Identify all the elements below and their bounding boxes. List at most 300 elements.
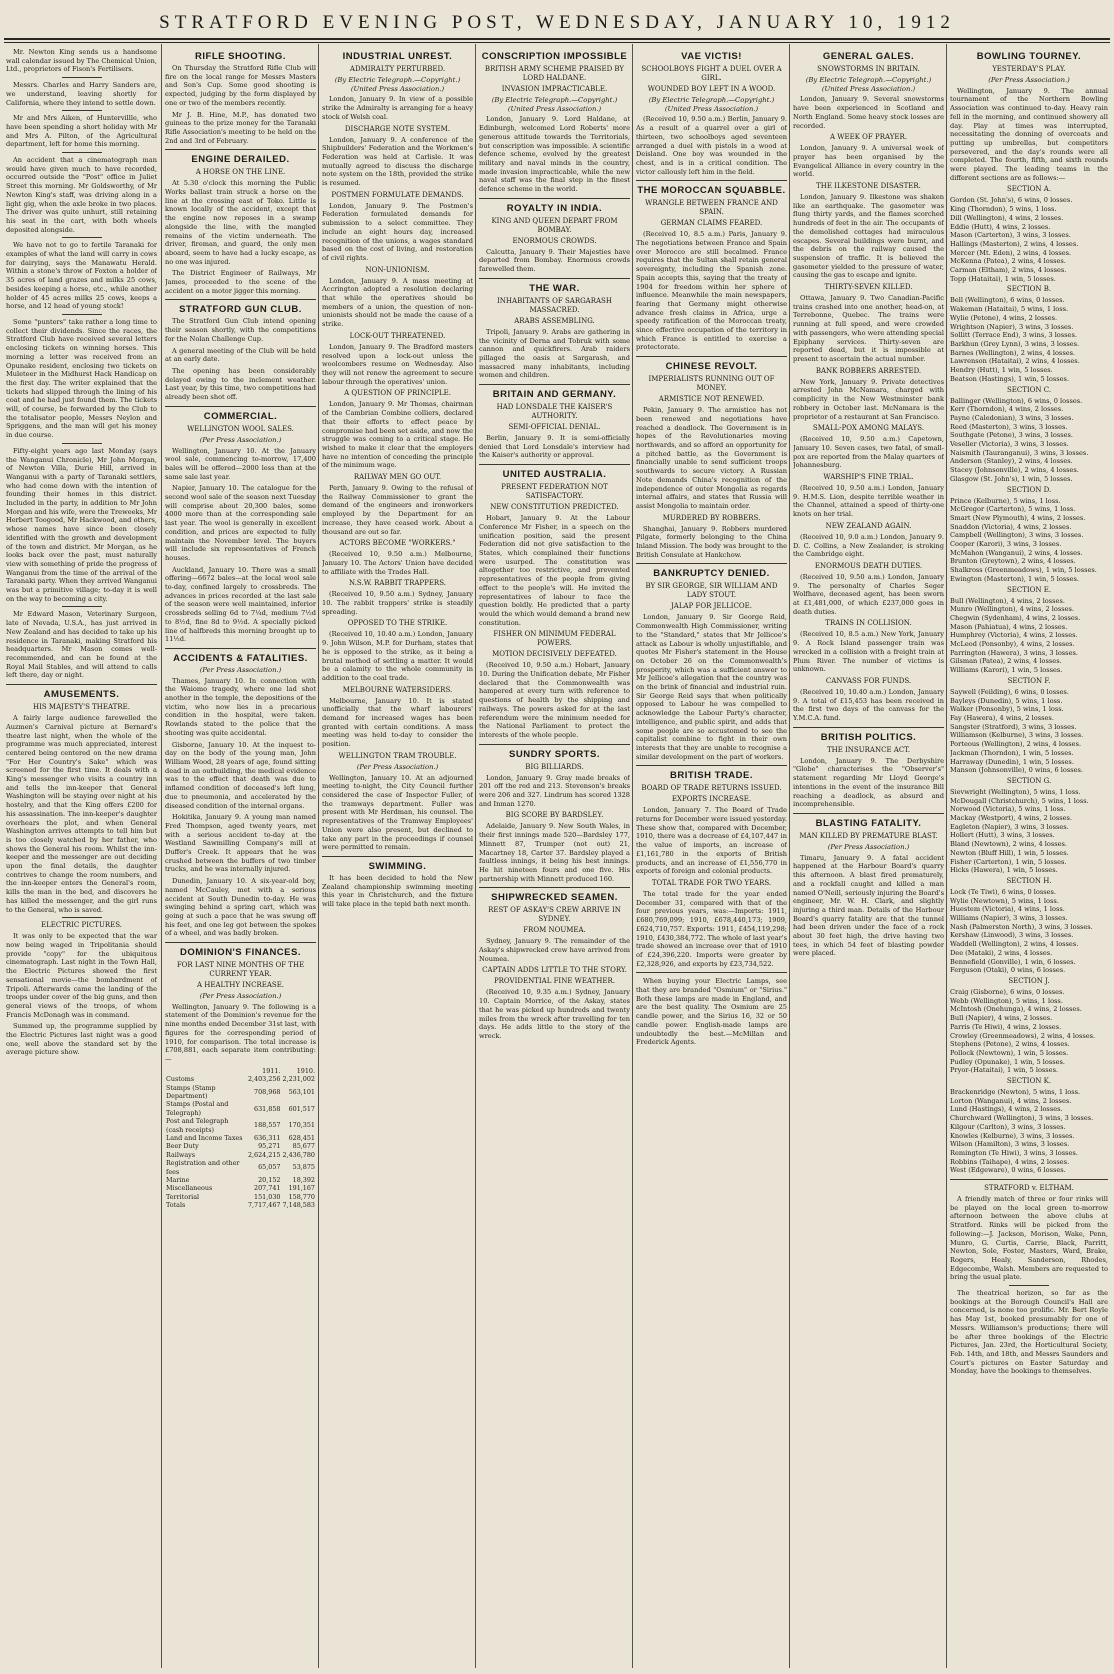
- paragraph: At 5.30 o'clock this morning the Public Works ballast train struck a horse on the line at the crossing east of Toko. Little is known locally of the accident, except that the engine now reposes in a swamp alongside the line, with the mangled remains of the victim underneath. The driver, fireman, and guard, the only men aboard, seem to have had a lucky escape, as no one was injured.: [165, 179, 316, 266]
- paragraph: London, January 9. The Derbyshire "Globe" characterises the "Observer's" statement regarding Mr Lloyd George's intentions in the event of the insurance Bill reaching a deadlock, as absurd and incomprehensible.: [793, 756, 944, 809]
- divider: [479, 198, 630, 199]
- list-item: Shalkross (Greenmeadows), 1 win, 5 losses.: [950, 566, 1097, 575]
- list-item: Robbins (Taihape), 4 wins, 2 losses.: [950, 1157, 1070, 1166]
- paragraph: Hobart, January 9. At the Labour Conference Mr Fisher, in a speech on the unification position, said the present Federation did not give satisfaction to the States, which complained their functions were usurped. The constitution was altogether too restrictive, and prevented representatives of the people from giving effect to the people's will. He invited the representatives of labour to face the question boldly. He predicted that a party would the which would demand a brand new constitution.: [479, 514, 630, 627]
- list-item: Knowles (Kelburne), 3 wins, 3 losses.: [950, 1131, 1075, 1140]
- list-item: Bull (Napier), 4 wins, 2 losses.: [950, 1014, 1053, 1023]
- list-item: Craig (Gisborne), 6 wins, 0 losses.: [950, 987, 1065, 996]
- table-cell: Stamps (Stamp Department): [166, 1083, 216, 1100]
- subheading: WRANGLE BETWEEN FRANCE AND SPAIN.: [645, 199, 778, 217]
- list-item: Hicks (Hawera), 1 win, 5 losses.: [950, 866, 1058, 875]
- section-heading: DOMINION'S FINANCES.: [180, 947, 301, 959]
- table-cell: 191,167: [288, 1184, 315, 1193]
- paragraph: Ottawa, January 9. Two Canadian-Pacific trains crashed into one another, head-on, at Terrebonne, Quebec. The trains were running at full speed, and were crowded with passengers, who were attending special Epiphany services. Thirty-seven are reported dead, but it is impossible at present to ascertain the actual number.: [793, 294, 944, 363]
- divider: [636, 972, 787, 973]
- paragraph: Summed up, the programme supplied by the Electric Pictures last night was a good one, well above the standard set by the average picture show.: [6, 1022, 157, 1057]
- source-line: (Per Press Association.): [356, 762, 439, 771]
- subheading: NON-UNIONISM.: [365, 265, 430, 274]
- list-item: Reed (Masterton), 3 wins, 3 losses.: [950, 422, 1068, 431]
- table-cell: Post and Telegraph (cash receipts): [166, 1117, 229, 1134]
- list-item: Ewington (Masterton), 1 win, 5 losses.: [950, 574, 1079, 583]
- source-line: (Per Press Association.): [988, 76, 1070, 84]
- table-cell: Marine: [166, 1175, 190, 1184]
- divider: [636, 356, 787, 357]
- paragraph: It has been decided to hold the New Zealand championship swimming meeting this year in Christchurch, and the fixture will take place in the tepid bath next month.: [322, 873, 473, 909]
- table-cell: Totals: [166, 1201, 186, 1210]
- table-cell: 2,231,002: [282, 1075, 315, 1084]
- column-6: [793, 48, 944, 1668]
- divider: [62, 110, 102, 111]
- section-heading: BRITAIN AND GERMANY.: [492, 389, 617, 401]
- list-item: Manson (Johnsonville), 0 wins, 6 losses.: [950, 766, 1084, 775]
- list-item: Topp (Hataitai), 1 win, 5 losses.: [950, 274, 1056, 283]
- section-heading: SHIPWRECKED SEAMEN.: [491, 892, 618, 904]
- paragraph: A fairly large audience farewelled the Auzmen's Carnival picture at Bernard's theatre last night, when the whole of the programme was much appreciated, interest centered being centered on the new drama "For Her Country's Sake" which was screened for the first time. It deals with a King's messenger who visits a country inn and tells the inn-keeper that General Washington will be staying over night at his hostelry, and that the King offers £200 for his assassination. The inn-keeper's daughter overhears the plot, and when General Washington arrives attempts to tell him but is too closely watched by her father, who shows the General his room. Whilst the inn-keeper and the messenger are out deciding upon the final details, the daughter contrives to change the room numbers, and the inn-keeper enters the General's room, kills the man in the bed, and discovers he has killed the messenger, and the girl runs to the General, who is saved.: [6, 714, 157, 914]
- paragraph: Gisborne, January 10. At the inquest to-day on the body of the young man, John William Wood, 28 years of age, found sitting dead in an outbuilding, the medical evidence was to the effect that death was due to inflamed condition of deceased's left lung, due to pneumonia, and accelerated by the diseased condition of the internal organs.: [165, 740, 316, 810]
- table-cell: 2,436,780: [282, 1150, 315, 1159]
- bowling-results: [950, 185, 1108, 1175]
- paragraph: Dunedin, January 10. A six-year-old boy, named McCauley, met with a serious accident at South Dunedin to-day. He was swinging behind a spring cart, which was going at such a pace that he was swung off his feet, and one leg got between the spokes of a wheel, and was badly broken.: [165, 877, 316, 938]
- paragraph: Shanghai, January 9. Robbers murdered Pilgate, formerly belonging to the China Inland Mission. The body was brought to the British Consulate at Hankchow.: [636, 524, 787, 559]
- list-item: Payne (Caledonian), 3 wins, 3 losses.: [950, 413, 1074, 422]
- table-row: [165, 1176, 316, 1184]
- list-item: Gordon (St. John's), 6 wins, 0 losses.: [950, 196, 1073, 205]
- subheading: IMPERIALISTS RUNNING OUT OF MONEY.: [648, 375, 775, 393]
- table-cell: 2,403,256: [247, 1075, 281, 1084]
- list-item: Barnes (Wellington), 2 wins, 4 losses.: [950, 348, 1076, 357]
- list-item: Mercer (Mt. Eden), 2 wins, 4 losses.: [950, 248, 1072, 257]
- column-divider: [161, 44, 162, 1668]
- table-cell: Beer Duty: [166, 1142, 199, 1151]
- subheading: BRITISH ARMY SCHEME PRAISED BY LORD HALDANE.: [484, 65, 625, 82]
- paragraph: London, January 9. Mr Thomas, chairman of the Cambrian Combine colliers, declared that their efforts to effect peace by compromise had been set aside, and now the struggle was coming to a critical stage. He wished to make it clear that the employers have no intention of conceding the principle of the minimum wage.: [322, 400, 473, 470]
- paragraph: London, January 9. In view of a possible strike the Admiralty is arranging for a heavy stock of Welsh coal.: [322, 95, 473, 121]
- divider: [62, 237, 102, 238]
- table-cell: 18,392: [292, 1175, 315, 1184]
- subheading: A HORSE ON THE LINE.: [195, 168, 286, 177]
- subheading: ACTORS BECOME "WORKERS.": [339, 539, 456, 548]
- subheading: THE ILKESTONE DISASTER.: [816, 182, 921, 191]
- list-item: Lund (Hastings), 4 wins, 2 losses.: [950, 1105, 1063, 1114]
- table-cell: 170,351: [288, 1121, 315, 1130]
- column-divider: [318, 44, 319, 1668]
- table-cell: 158,770: [288, 1192, 315, 1201]
- divider: [1009, 1285, 1049, 1286]
- section-label: SECTION H.: [1006, 876, 1052, 885]
- list-item: Bell (Wellington), 6 wins, 0 losses.: [950, 296, 1065, 305]
- subheading: FOR LAST NINE MONTHS OF THE CURRENT YEAR.: [176, 961, 305, 979]
- list-item: Parrington (Hawera), 3 wins, 3 losses.: [950, 648, 1078, 657]
- paragraph: Napier, January 10. The catalogue for the second wool sale of the season next Tuesday will comprise about 20,300 bales, some 4000 more than at the corresponding sale last year. The wool is generally in excellent condition, and prices are expected to fully maintain the November level. The buyers will include six representatives of French houses.: [165, 484, 316, 562]
- paragraph: Fifty-eight years ago last Monday (says the Wanganui Chronicle), Mr John Morgan, of Newton Villa, Durie Hill, arrived in Wanganui with a party of Taranaki settlers, who had come down with the intention of founding their homes in this district. Included in the party, in addition to Mr John Morgan and his wife, were the Treweeks, Mr Herbert Toogood, Mr Hackwood, and others, whose names have since been closely identified with the growth and development of the town and district. Mr Morgan, as he looks back over the past, must naturally view with something of pride the progress of Wanganui from the time of the arrival of the Taranaki party. When they arrived Wanganui was but a primitive village; to-day it is well on the way to becoming a city.: [6, 446, 157, 603]
- section-heading: BRITISH TRADE.: [670, 770, 753, 782]
- list-item: Pollock (Newtown), 1 win, 5 losses.: [950, 1048, 1069, 1057]
- subheading: ARABS ASSEMBLING.: [514, 316, 595, 325]
- subheading: GERMAN CLAIMS FEARED.: [660, 219, 763, 228]
- column-divider: [946, 44, 947, 1668]
- section-heading: BLASTING FATALITY.: [815, 818, 922, 829]
- divider: [479, 464, 630, 465]
- section-label: SECTION G.: [1006, 776, 1052, 785]
- subheading: HIS MAJESTY'S THEATRE.: [33, 703, 130, 712]
- table-cell: Stamps (Postal and Telegraph): [166, 1100, 229, 1117]
- list-item: Glasgow (St. John's), 1 win, 5 losses.: [950, 474, 1073, 483]
- paragraph: We have not to go to fertile Taranaki for examples of what the land will carry in cows for dairying, says the Manawatu Herald. Within a stone's throw of Foxton a holder of 35 acres of land grazes and milks 25 cows, besides keeping a horse, etc., while another holder of 45 acres milks 25 cows, keeps a horse, and 12 head of young stock!: [6, 241, 157, 311]
- table-row: [165, 1134, 316, 1142]
- table-row: [165, 1201, 316, 1209]
- subheading: CAPTAIN ADDS LITTLE TO THE STORY.: [482, 966, 627, 975]
- paragraph: Mr. Newton King sends us a handsome wall calendar issued by The Chemical Union, Ltd., proprietors of Fison's Fertilisers.: [6, 48, 157, 74]
- subheading: FROM NOUMEA.: [523, 926, 586, 935]
- section-heading: VAE VICTIS!: [681, 51, 742, 62]
- subheading: SCHOOLBOYS FIGHT A DUEL OVER A GIRL.: [641, 65, 782, 82]
- subheading: POSTMEN FORMULATE DEMANDS.: [331, 190, 464, 199]
- list-item: Parris (Te Hiwi), 4 wins, 2 losses.: [950, 1022, 1062, 1031]
- subheading: ENORMOUS CROWDS.: [512, 236, 597, 245]
- paragraph: (Received 10, 8.5 a.m.) New York, January 9. A Rock Island passenger train was wrecked in a collision with a freight train at Plum River. The number of victims is unknown.: [793, 630, 944, 674]
- column-4: [479, 48, 630, 1668]
- source-line: (By Electric Telegraph.—Copyright.) (United Press Association.): [491, 96, 618, 113]
- table-cell: 85,677: [292, 1142, 315, 1151]
- column-1: [6, 48, 157, 1668]
- column-3: [322, 48, 473, 1668]
- subheading: SMALL-POX AMONG MALAYS.: [812, 424, 925, 433]
- section-heading: RIFLE SHOOTING.: [195, 51, 286, 62]
- list-item: McKenna (Patea), 2 wins, 4 losses.: [950, 257, 1066, 266]
- list-item: Pudley (Opunake), 1 win, 5 losses.: [950, 1057, 1066, 1066]
- divider: [165, 942, 316, 943]
- list-item: Nash (Palmerston North), 3 wins, 3 losses.: [950, 922, 1093, 931]
- list-item: Bayleys (Dunedin), 5 wins, 1 loss.: [950, 696, 1063, 705]
- list-item: Cooper (Karori), 3 wins, 3 losses.: [950, 540, 1062, 549]
- table-cell: 601,517: [288, 1104, 315, 1113]
- divider: [165, 149, 316, 150]
- divider: [165, 299, 316, 300]
- section-label: SECTION F.: [1007, 676, 1051, 685]
- subheading: WELLINGTON WOOL SALES.: [187, 424, 294, 433]
- paragraph: London, January 9. The Bradford masters resolved upon a lock-out unless the woolcombers resume on Wednesday. Also they will not renew the agreement to secure labour through the operatives' union.: [322, 342, 473, 386]
- list-item: Brunton (Greytown), 2 wins, 4 losses.: [950, 557, 1076, 566]
- list-item: Snaddon (Victoria), 4 wins, 2 losses.: [950, 522, 1072, 531]
- list-item: Eddie (Hutt), 4 wins, 2 losses.: [950, 222, 1051, 231]
- subheading: WOUNDED BOY LEFT IN A WOOD.: [647, 85, 776, 93]
- list-item: Ballinger (Wellington), 6 wins, 0 losses.: [950, 396, 1083, 405]
- list-item: Dill (Wellington), 4 wins, 2 losses.: [950, 213, 1064, 222]
- list-item: Hollert (Hutt), 3 wins, 3 losses.: [950, 831, 1055, 840]
- section-heading: UNITED AUSTRALIA.: [502, 469, 607, 481]
- section-label: SECTION E.: [1006, 585, 1052, 594]
- subheading: ELECTRIC PICTURES.: [40, 921, 123, 930]
- divider: [636, 765, 787, 766]
- subheading: TOTAL TRADE FOR TWO YEARS.: [651, 879, 772, 887]
- subheading: WARSHIP'S FINE TRIAL.: [823, 473, 914, 482]
- list-item: Mason (Carterton), 3 wins, 3 losses.: [950, 231, 1071, 240]
- table-row: [165, 1100, 316, 1117]
- paragraph: Auckland, January 10. There was a small offering—6672 bales—at the local wool sale to-day, confined largely to crossbreds. The advances in prices recorded at the last sale of the season were well maintained, inferior crossbreds selling 6d to 7¼d, medium 7½d to 8½d, fine 8d to 9½d. A specially picked line of halfbreds this morning brought up to 11½d.: [165, 565, 316, 644]
- list-item: Veseller (Victoria), 3 wins, 3 losses.: [950, 440, 1069, 449]
- list-item: Williams (Karori), 1 win, 5 losses.: [950, 666, 1063, 675]
- list-item: Bull (Wellington), 4 wins, 2 losses.: [950, 596, 1065, 605]
- divider: [62, 443, 102, 444]
- paragraph: Melbourne, January 10. It is stated unofficially that the wharf labourers' demand for increased wages has been granted with certain conditions. A mass meeting was held to-day to consider the position.: [322, 696, 473, 749]
- subheading: A HEALTHY INCREASE.: [196, 981, 285, 990]
- list-item: Sangster (Stratford), 3 wins, 3 losses.: [950, 722, 1077, 731]
- subheading: BY SIR GEORGE, SIR WILLIAM AND LADY STOUT.: [645, 582, 778, 600]
- paragraph: Thames, January 10. In connection with the Waiomo tragedy, where one lad shot another in the temple, the depositions of the victim, who now lies in a precarious condition in the hospital, were taken. Rowlands stated to the police that the shooting was quite accidental.: [165, 676, 316, 737]
- paragraph: (Received 10, 9.35 a.m.) Sydney, January 10. Captain Morrice, of the Askay, states that he was picked up hundreds and twenty miles from the wreck after travelling for ten days. He adds little to the story of the wreck.: [479, 988, 630, 1040]
- paragraph: London, January 9. A conference of the Shipbuilders' Federation and the Workmen's Federation was held at Carlisle. It was mutually agreed to discuss the discharge note system on the 18th, provided the strike is resumed.: [322, 135, 473, 188]
- source-line: (Per Press Association.): [199, 992, 282, 1001]
- divider: [6, 684, 157, 685]
- subheading: LOCK-OUT THREATENED.: [349, 331, 446, 340]
- table-cell: 20,152: [258, 1175, 281, 1184]
- divider: [165, 406, 316, 407]
- table-row: [165, 1075, 316, 1083]
- subheading: BIG BILLIARDS.: [525, 762, 584, 771]
- subheading: BOARD OF TRADE RETURNS ISSUED.: [641, 784, 782, 793]
- paragraph: Berlin, January 9. It is semi-officially denied that Lord Lonsdale's interview had the Kaiser's authority or approval.: [479, 434, 630, 460]
- subheading: FISHER ON MINIMUM FEDERAL POWERS.: [493, 630, 616, 648]
- subheading: INHABITANTS OF SARGARASH MASSACRED.: [497, 296, 612, 314]
- list-item: Eagleton (Napier), 3 wins, 3 losses.: [950, 822, 1069, 831]
- table-cell: 95,271: [258, 1142, 281, 1151]
- list-item: Fay (Hawera), 4 wins, 2 losses.: [950, 714, 1054, 722]
- table-cell: 7,148,583: [282, 1201, 315, 1210]
- table-cell: 53,875: [292, 1163, 315, 1172]
- subheading: MOTION DECISIVELY DEFEATED.: [492, 650, 617, 659]
- subheading: DISCHARGE NOTE SYSTEM.: [344, 124, 451, 133]
- source-line: (Per Press Association.): [199, 665, 282, 674]
- subheading: PROVIDENTIAL FINE WEATHER.: [493, 977, 616, 986]
- subheading: BANK ROBBERS ARRESTED.: [815, 366, 922, 375]
- section-label: SECTION B.: [1006, 285, 1052, 294]
- list-item: Smart (New Plymouth), 4 wins, 2 losses.: [950, 513, 1086, 522]
- section-label: SECTION A.: [1006, 185, 1052, 194]
- section-label: SECTION C.: [1006, 385, 1052, 394]
- divider: [479, 887, 630, 888]
- source-line: (By Electric Telegraph.—Copyright.) (United Press Association.): [334, 76, 461, 93]
- divider: [636, 563, 787, 564]
- table-cell: Railways: [166, 1150, 196, 1159]
- list-item: Porteous (Wellington), 2 wins, 4 losses.: [950, 740, 1082, 749]
- list-item: Walker (Ponsonby), 5 wins, 1 loss.: [950, 705, 1064, 714]
- subheading: ARMISTICE NOT RENEWED.: [658, 395, 765, 404]
- table-row: [165, 1117, 316, 1134]
- list-item: Stacey (Johnsonville), 2 wins, 4 losses.: [950, 466, 1079, 475]
- paragraph: The District Engineer of Railways, Mr James, proceeded to the scene of the accident on a motor jigger this morning.: [165, 269, 316, 295]
- paragraph: The theatrical horizon, so far as the bookings at the Borough Council's Hall are concerned, is none too prolific. Mr. Bert Royle has May 1st, booked presumably for one of Messrs. Williamson's productions; there will be after three bookings of the Electric Pictures, Jan. 23rd, the Horticultural Society, Feb. 14th, and 18th, and Messrs Saunders and Court's pictures on Easter Saturday and Monday, have the bookings to themselves.: [950, 1289, 1108, 1376]
- column-5: [636, 48, 787, 1668]
- paragraph: A general meeting of the Club will be held at an early date.: [165, 346, 316, 364]
- table-cell: 65,057: [258, 1163, 281, 1172]
- list-item: Dee (Mataki), 2 wins, 4 losses.: [950, 948, 1053, 957]
- section-heading: THE WAR.: [529, 282, 580, 294]
- divider: [62, 77, 102, 78]
- subheading: JALAP FOR JELLICOE.: [671, 602, 752, 611]
- list-item: King (Thorndon), 5 wins, 1 loss.: [950, 205, 1057, 214]
- subheading: NEW ZEALAND AGAIN.: [825, 521, 912, 530]
- paragraph: Wellington, January 9. The annual tournament of the Northern Bowling Association was continued to-day. Heavy rain fell in the morning, and continued showery all day. Play at times was interrupted, necessitating the donning of overcoats and putting up umbrellas, but competitors persevered, and the day's rounds were all completed. The fourth, fifth, and sixth rounds were played. The leading teams in the different sections are as follows:—: [950, 86, 1108, 182]
- list-item: Pryor-(Hataitai), 1 win, 5 losses.: [950, 1066, 1059, 1075]
- divider: [62, 314, 102, 315]
- table-cell: 631,858: [254, 1104, 281, 1113]
- subheading: KING AND QUEEN DEPART FROM BOMBAY.: [491, 216, 618, 234]
- subheading: NEW CONSTITUTION PREDICTED.: [490, 503, 619, 512]
- paragraph: The Stratford Gun Club intend opening their season shortly, with the competitions for the Nolan Challenge Cup.: [165, 317, 316, 343]
- list-item: Naismith (Tauranganui), 3 wins, 3 losses.: [950, 448, 1089, 457]
- list-item: Crowley (Greenmeadows), 2 wins, 4 losses.: [950, 1031, 1096, 1040]
- subheading: EXPORTS INCREASE.: [671, 795, 752, 804]
- table-cell: 151,030: [254, 1192, 281, 1201]
- list-item: Wilson (Hamilton), 3 wins, 3 losses.: [950, 1140, 1070, 1149]
- paragraph: On Thursday the Stratford Rifle Club will fire on the local range for Messrs Masters and Son's Cup. Some good shooting is expected, judging by the form displayed by one or two of the members recently.: [165, 64, 316, 107]
- paragraph: (Received 10, 10.40 a.m.) London, January 9. A total of £15,453 has been received in the first two days of the canvass for the Y.M.C.A. fund.: [793, 687, 944, 723]
- paragraph: A friendly match of three or four rinks will be played on the local green to-morrow afternoon between the above clubs at Stratford. Rinks will be picked from the following:—J. Jackson, Morison, Wake, Penn, Munro, G. Curtis, Carrie, Black, Parritt, Newton, Sole, Foster, Masters, Ward, Brake, Rogers, Healy, Sanderson, Rhodes, Edgecombe, Walsh. Members are requested to bring the usual plate.: [950, 1195, 1108, 1282]
- paragraph: Mr Edward Mason, Veterinary Surgeon, late of Nevada, U.S.A., has just arrived in New Zealand and has decided to take up his residence in Taranaki, making Stratford his headquarters. Mr Mason comes well-recommended, and can be found at the Royal Mail Stables, and will attend to calls left there, day or night.: [6, 610, 157, 680]
- table-cell: 628,451: [288, 1133, 315, 1142]
- section-heading: SUNDRY SPORTS.: [509, 748, 600, 760]
- list-item: Newton (Bluff Hill), 1 win, 5 losses.: [950, 848, 1069, 857]
- subheading: STRATFORD v. ELTHAM.: [984, 1184, 1074, 1193]
- subheading: MELBOURNE WATERSIDERS.: [342, 685, 453, 694]
- section-heading: ENGINE DERAILED.: [191, 154, 290, 166]
- section-heading: CONSCRIPTION IMPOSSIBLE: [481, 51, 628, 62]
- list-item: Kilgour (Carlton), 3 wins, 3 losses.: [950, 1122, 1066, 1131]
- paragraph: New York, January 9. Private detectives arrested John McNamara, charged with complicity in the New Westminster bank robbery in October last. McNamara is the proprietor of a restaurant at San Francisco.: [793, 377, 944, 421]
- table-cell: 563,101: [288, 1087, 315, 1096]
- table-cell: Land and Income Taxes: [166, 1133, 243, 1142]
- section-heading: CHINESE REVOLT.: [665, 361, 758, 373]
- subheading: MURDERED BY ROBBERS.: [662, 513, 761, 522]
- section-heading: BANKRUPTCY DENIED.: [653, 568, 770, 580]
- list-item: Webb (Wellington), 5 wins, 1 loss.: [950, 996, 1063, 1005]
- list-item: McGregor (Carterton), 5 wins, 1 loss.: [950, 505, 1076, 514]
- list-item: Anderson (Stanley), 2 wins, 4 losses.: [950, 457, 1073, 466]
- divider: [793, 813, 944, 814]
- paragraph: Mr J. B. Hine, M.P., has donated two guineas to the prize money for the Taranaki Rifle Association's meeting to be held on the 2nd and 3rd of February.: [165, 110, 316, 145]
- paragraph: London, January 7. The Board of Trade returns for December were issued yesterday. These show that, compared with December, 1910, there was a decrease of £4,107,447 in the value of imports, an increase of £1,161,780 in the exports of British products, and an increase of £1,556,770 in exports of foreign and colonial products.: [636, 806, 787, 876]
- paragraph: (Received 10, 9.50 a.m.) Sydney, January 10. The rabbit trappers' strike is steadily spreading.: [322, 590, 473, 616]
- list-item: Hendry (Hutt), 1 win, 5 losses.: [950, 366, 1053, 375]
- paragraph: Wellington, January 9. The following is a statement of the Dominion's revenue for the nine months ended December 31st last, with figures for the corresponding period of 1910, for comparison. The total increase is £708,881, each separate item contributing:—: [165, 1002, 316, 1063]
- revenue-table: [165, 1067, 316, 1210]
- subheading: PRESENT FEDERATION NOT SATISFACTORY.: [501, 483, 608, 501]
- list-item: Jackman (Thorndon), 1 win, 5 losses.: [950, 748, 1074, 757]
- table-cell: 708,968: [254, 1087, 281, 1096]
- divider: [479, 744, 630, 745]
- paragraph: The opening has been considerably delayed owing to the inclement weather. Last year, by this time, two competitions had already been shot off.: [165, 366, 316, 402]
- paragraph: Perth, January 9. Owing to the refusal of the Railway Commissioner to grant the demand of the engineers and ironworkers employed by the Department for an increase, they have ceased work. About a thousand are out so far.: [322, 484, 473, 536]
- paragraph: London, January 9. The Postmen's Federation formulated demands for submission to a select committee. They include an eight hours day, increased recognition of the unions, a wages standard based on the cost of living, and restoration of civil rights.: [322, 201, 473, 262]
- list-item: Munro (Wellington), 4 wins, 2 losses.: [950, 605, 1074, 614]
- paragraph: London, January 9. Gray made breaks of 201 off the red and 213. Stevenson's breaks were 206 and 327. Lindrum has scored 1328 and Inman 1270.: [479, 773, 630, 808]
- table-cell: 1911.: [262, 1066, 281, 1075]
- section-heading: COMMERCIAL.: [203, 410, 278, 422]
- list-item: Prince (Kelburne), 5 wins, 1 loss.: [950, 496, 1061, 505]
- paragraph: (Received 10, 9.0 a.m.) London, January 9. D. C. Collins, a New Zealander, is stroking the Cambridge eight.: [793, 532, 944, 559]
- paragraph: Timaru, January 9. A fatal accident happened at the Harbour Board's quarry this afternoon. A blast fired prematurely, and a rockfall caught and killed a man named O'Neill, seriously injuring the Board's engineer, Mr. W. H. Clark, and slightly injuring a third man. Details of the Harbour Board's quarry fatality are that the tunnel had been driven under the face of a rock about 30 feet high, the drive having two tees, in which 54 feet of blasting powder were placed.: [793, 853, 944, 958]
- list-item: McDougall (Christchurch), 5 wins, 1 loss.: [950, 796, 1089, 805]
- paragraph: (Received 10, 9.50 a.m.) Hobart, January 10. During the Unification debate, Mr Fisher declared that the Commonwealth was hampered at every turn with reference to questions of health by the shipping and railways. The powers asked for at the last referendum were the minimum needed for the National Parliament to protect the interests of the whole people.: [479, 661, 630, 739]
- section-heading: GENERAL GALES.: [822, 51, 915, 62]
- table-cell: 188,557: [254, 1121, 281, 1130]
- subheading: SNOWSTORMS IN BRITAIN.: [817, 65, 920, 73]
- table-cell: 1910.: [296, 1066, 315, 1075]
- paragraph: (Received 10, 9.50 a.m.) London, January 9. The personalty of Charles Seger Wolfhave, deceased agent, has been sworn at £1,481,000, of which £237,000 goes in death duties.: [793, 572, 944, 616]
- list-item: Brackenridge (Newton), 5 wins, 1 loss.: [950, 1088, 1081, 1097]
- subheading: CANVASS FOR FUNDS.: [825, 676, 912, 685]
- paragraph: Tripoli, January 9. Arabs are gathering in the vicinity of Derna and Tobruk with some cannon and quickfirers. Arab raiders pillaged the oasis at Sargarash, and massacred many inhabitants, including women and children.: [479, 327, 630, 380]
- section-heading: AMUSEMENTS.: [43, 689, 120, 701]
- table-cell: 207,741: [254, 1184, 281, 1193]
- table-row: [165, 1142, 316, 1150]
- list-item: Mason (Pahiatua), 4 wins, 2 losses.: [950, 622, 1068, 631]
- source-line: (Per Press Association.): [827, 843, 910, 851]
- section-heading: BRITISH POLITICS.: [820, 731, 917, 743]
- subheading: INVASION IMPRACTICABLE.: [501, 85, 608, 93]
- subheading: HAD LONSDALE THE KAISER'S AUTHORITY.: [496, 403, 613, 421]
- paragraph: London, January 9. Lord Haldane, at Edinburgh, welcomed Lord Roberts' more generous attitude towards the Territorials, but conscription was impossible. A scientific defence scheme, evolved by the greatest military and naval minds in the country, made invasion impracticable, while the new naval staff was the final step in the finest defence scheme in the world.: [479, 115, 630, 194]
- paragraph: London, January 9. A mass meeting at Accrington adopted a resolution declaring that while the operatives should be members of a union, the question of non-unionists should not be made the cause of a strike.: [322, 276, 473, 329]
- table-cell: [165, 1067, 247, 1075]
- column-2: [165, 48, 316, 1668]
- section-label: SECTION K.: [1006, 1077, 1052, 1086]
- list-item: Williamson (Kelburne), 3 wins, 3 losses.: [950, 731, 1084, 740]
- source-line: (By Electric Telegraph.—Copyright.) (United Press Association.): [648, 96, 775, 113]
- list-item: Fisher (Carterton), 1 win, 5 losses.: [950, 857, 1067, 866]
- subheading: ADMIRALTY PERTURBED.: [349, 65, 446, 73]
- divider: [322, 856, 473, 857]
- list-item: Barkhun (Grey Lynn), 3 wins, 3 losses.: [950, 339, 1080, 348]
- list-item: Wylie (Newtown), 5 wins, 1 loss.: [950, 896, 1059, 905]
- subheading: ENORMOUS DEATH DUTIES.: [814, 561, 923, 570]
- section-label: SECTION J.: [1008, 976, 1050, 985]
- subheading: SEMI-OFFICIAL DENIAL.: [508, 423, 601, 432]
- divider: [165, 648, 316, 649]
- subheading: OPPOSED TO THE STRIKE.: [347, 619, 448, 628]
- list-item: Lawrenson (Hataitai), 2 wins, 4 losses.: [950, 357, 1080, 366]
- list-item: Wakeman (Hataitai), 5 wins, 1 loss.: [950, 305, 1069, 314]
- divider: [62, 606, 102, 607]
- table-cell: Territorial: [166, 1192, 200, 1201]
- masthead-rule: [4, 38, 1110, 40]
- paragraph: (Received 10, 10.40 a.m.) London, January 9. John Wilson, M.P. for Durham, states that he is opposed to the strike, as it being a brutal method of settling a matter. It would be a calamity to the whole community in addition to the coal trade.: [322, 630, 473, 682]
- paragraph: London, January 9. Several snowstorms have been experienced in Scotland and North England. Some heavy stock losses are recorded.: [793, 95, 944, 130]
- list-item: Wylie (Petone), 4 wins, 2 losses.: [950, 313, 1058, 322]
- list-item: Gilsman (Patea), 2 wins, 4 losses.: [950, 657, 1062, 666]
- list-item: Stephens (Petone), 2 wins, 4 losses.: [950, 1040, 1070, 1049]
- column-divider: [632, 44, 633, 1668]
- paragraph: Pekin, January 9. The armistice has not been renewed and negotiations have reached a deadlock. The Government is in hopes of the Revolutionaries moving northwards, and so afford an opportunity for a pitched battle, as the Government is financially unable to send sufficient troops southwards to secure victory. A Russian Note demands China's recognition of the independence of outer Mongolia as regards internal affairs, and states that Russia will assist Mongolia to maintain order.: [636, 406, 787, 510]
- paragraph: (Received 10, 9.50 a.m.) Melbourne, January 10. The Actors' Union have decided to affiliate with the Trades Hall.: [322, 550, 473, 576]
- list-item: Bland (Newtown), 2 wins, 4 losses.: [950, 840, 1067, 849]
- subheading: MAN KILLED BY PREMATURE BLAST.: [799, 832, 938, 840]
- list-item: Lock (Te Tiwi), 6 wins, 0 losses.: [950, 887, 1056, 896]
- section-heading: INDUSTRIAL UNREST.: [342, 51, 453, 62]
- column-divider: [475, 44, 476, 1668]
- list-item: Kershaw (Linwood), 3 wins, 3 losses.: [950, 931, 1074, 940]
- paragraph: Wellington, January 10. At an adjourned meeting to-night, the City Council further considered the case of Inspector Fuller, of the tramways department. Fuller was present with Mr Herdman, his counsel. The representatives of the Tramway Employees' Union were also present, but declined to take any part in the proceedings if counsel were permitted to remain.: [322, 773, 473, 852]
- paragraph: It was only to be expected that the war now being waged in Tripolitania should provide "copy" for the ubiquitous cinematograph. Last night in the Town Hall, the Electric Pictures showed the first sensational movie—the bombardment of Tripoli. Afterwards came the landing of the troops under cover of the big guns, and then general views of the troops, of whom Francis McDonagh was in command.: [6, 932, 157, 1019]
- divider: [479, 384, 630, 385]
- divider: [793, 727, 944, 728]
- list-item: Waddell (Wellington), 2 wins, 4 losses.: [950, 940, 1079, 949]
- table-cell: Miscellaneous: [166, 1184, 213, 1193]
- table-cell: 2,624,215: [247, 1150, 281, 1159]
- subheading: BIG SCORE BY BARDSLEY.: [505, 811, 604, 820]
- list-item: Sievwright (Wellington), 5 wins, 1 loss.: [950, 787, 1081, 796]
- column-divider: [789, 44, 790, 1668]
